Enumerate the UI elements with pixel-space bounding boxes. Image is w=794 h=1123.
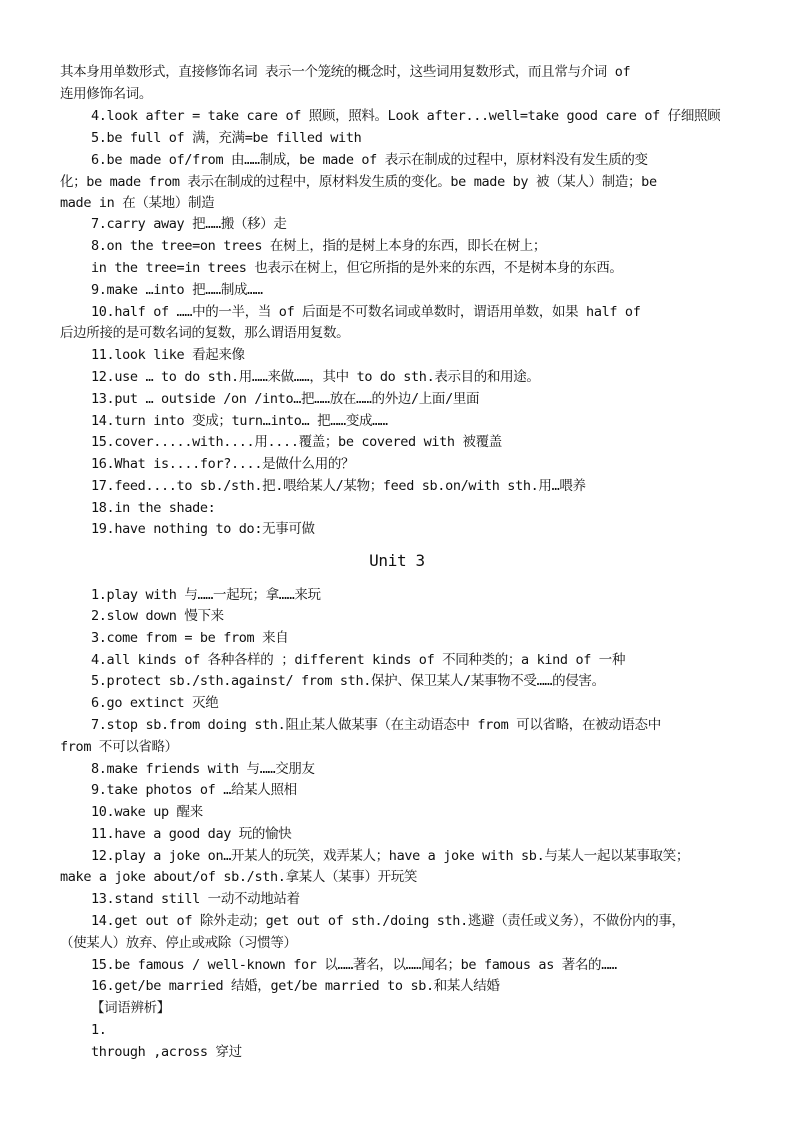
list-item: 6.be made of/from 由……制成，be made of 表示在制成的过程中，原材料没有发生质的变 xyxy=(91,152,648,168)
list-item: 7.stop sb.from doing sth.阻止某人做某事（在主动语态中 from 可以省略，在被动语态中 xyxy=(91,717,661,733)
list-item: 10.wake up 醒来 xyxy=(91,804,203,820)
list-item: 16.What is....for?....是做什么用的？ xyxy=(91,456,355,472)
list-item: 4.all kinds of 各种各样的 ；different kinds of 不同种类的；a kind of 一种 xyxy=(91,652,626,668)
text-line: 其本身用单数形式，直接修饰名词 表示一个笼统的概念时，这些词用复数形式，而且常与介词 of xyxy=(60,64,631,80)
section-title: Unit 3 xyxy=(369,551,425,570)
list-item: 7.carry away 把……搬（移）走 xyxy=(91,216,287,232)
list-item: 11.have a good day 玩的愉快 xyxy=(91,826,292,842)
text-line: 连用修饰名词。 xyxy=(60,86,153,102)
list-item: 12.play a joke on…开某人的玩笑，戏弄某人；have a joke with sb.与某人一起以某事取笑； xyxy=(91,848,690,864)
list-item: 15.be famous / well-known for 以……著名，以……闻名；be famous as 著名的…… xyxy=(91,957,617,973)
list-item: through ,across 穿过 xyxy=(91,1044,242,1060)
list-item: 4.look after = take care of 照顾，照料。Look after...well=take good care of 仔细照顾 xyxy=(91,108,721,124)
list-item: 13.stand still 一动不动地站着 xyxy=(91,891,300,907)
list-item-continuation: made in 在（某地）制造 xyxy=(60,195,215,211)
list-item: 3.come from = be from 来自 xyxy=(91,630,289,646)
list-item: 12.use … to do sth.用……来做……，其中 to do sth.表示目的和用途。 xyxy=(91,369,540,385)
list-item-continuation: 后边所接的是可数名词的复数，那么谓语用复数。 xyxy=(60,325,350,341)
list-item: 13.put … outside /on /into…把……放在……的外边/上面/里面 xyxy=(91,391,480,407)
list-item: 15.cover.....with....用....覆盖；be covered with 被覆盖 xyxy=(91,434,502,450)
list-item: 2.slow down 慢下来 xyxy=(91,608,224,624)
list-item: 8.on the tree=on trees 在树上，指的是树上本身的东西，即长在树上； xyxy=(91,238,547,254)
list-item-continuation: in the tree=in trees 也表示在树上，但它所指的是外来的东西，不是树本身的东西。 xyxy=(91,260,623,276)
list-item: 14.turn into 变成；turn…into… 把……变成…… xyxy=(91,413,388,429)
subsection-heading: 【词语辨析】 xyxy=(91,1000,170,1016)
list-item: 1.play with 与……一起玩；拿……来玩 xyxy=(91,587,321,603)
list-item: 6.go extinct 灭绝 xyxy=(91,695,219,711)
list-item: 10.half of ……中的一半，当 of 后面是不可数名词或单数时，谓语用单数，如果 half of xyxy=(91,304,641,320)
list-item: 16.get/be married 结婚，get/be married to sb.和某人结婚 xyxy=(91,978,500,994)
list-item-continuation: make a joke about/of sb./sth.拿某人（某事）开玩笑 xyxy=(60,869,418,885)
list-item: 14.get out of 除外走动；get out of sth./doing sth.逃避（责任或义务），不做份内的事， xyxy=(91,913,685,929)
list-item: 19.have nothing to do:无事可做 xyxy=(91,521,315,537)
list-item: 5.protect sb./sth.against/ from sth.保护、保卫某人/某事物不受……的侵害。 xyxy=(91,673,605,689)
list-item-continuation: 化；be made from 表示在制成的过程中，原材料发生质的变化。be made by 被（某人）制造；be xyxy=(60,174,657,190)
list-item-continuation: from 不可以省略） xyxy=(60,739,178,755)
list-item: 17.feed....to sb./sth.把.喂给某人/某物；feed sb.on/with sth.用…喂养 xyxy=(91,478,586,494)
list-item-continuation: （使某人）放弃、停止或戒除（习惯等） xyxy=(60,935,297,951)
list-item: 1. xyxy=(91,1022,107,1038)
list-item: 5.be full of 满，充满=be filled with xyxy=(91,130,362,146)
list-item: 11.look like 看起来像 xyxy=(91,347,245,363)
list-item: 18.in the shade: xyxy=(91,500,216,516)
list-item: 9.take photos of …给某人照相 xyxy=(91,782,297,798)
list-item: 9.make …into 把……制成…… xyxy=(91,282,263,298)
list-item: 8.make friends with 与……交朋友 xyxy=(91,761,315,777)
